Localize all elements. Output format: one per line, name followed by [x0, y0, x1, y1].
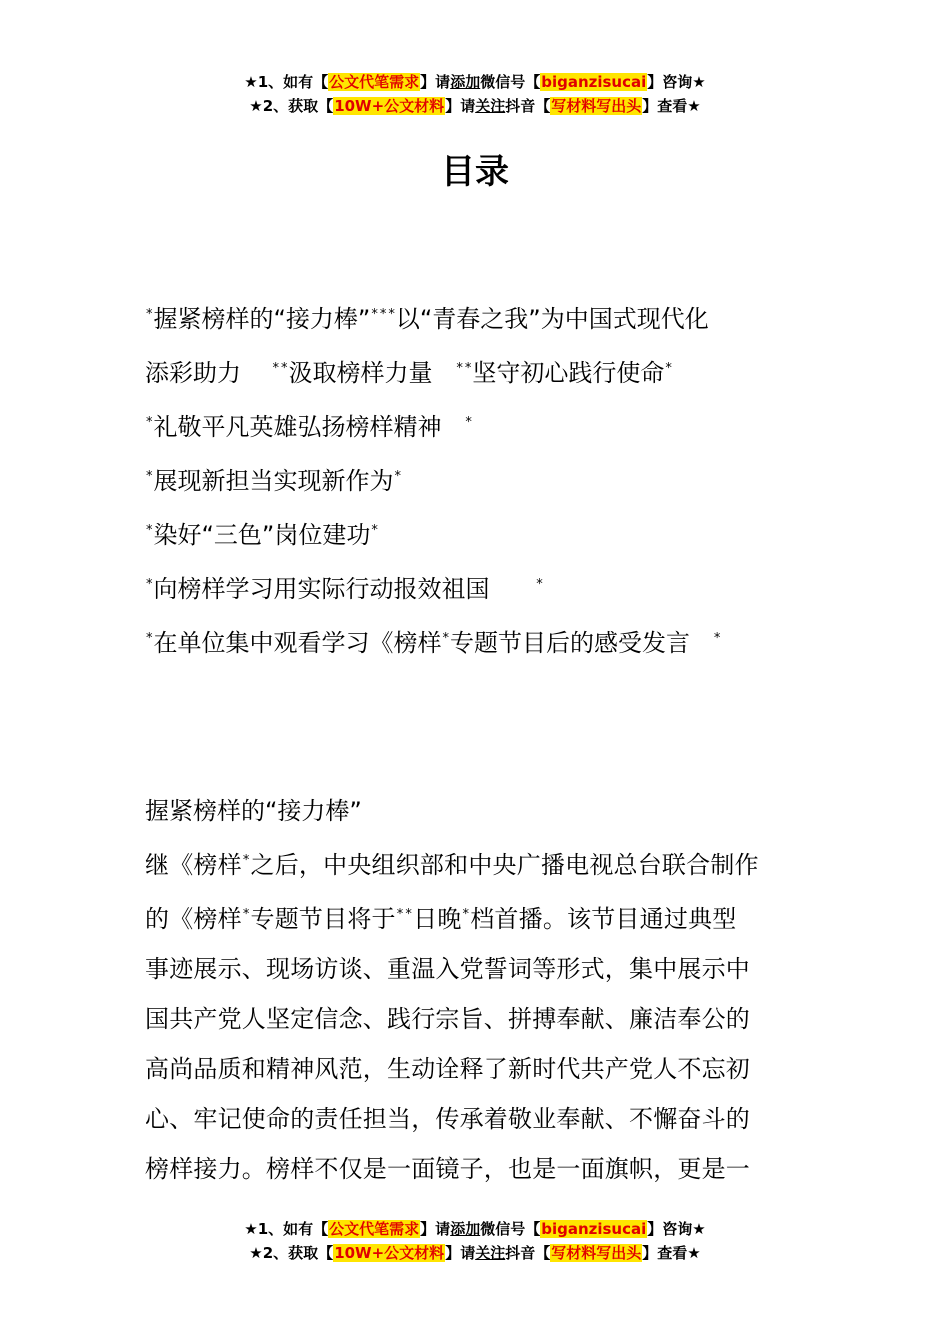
paragraph-line: 高尚品质和精神风范，生动诠释了新时代共产党人不忘初 [145, 1055, 750, 1083]
banner-text: 】查看★ [642, 1244, 701, 1262]
banner-text: 】请 [445, 1244, 476, 1262]
paragraph-line: 心、牢记使命的责任担当，传承着敬业奉献、不懈奋斗的 [145, 1105, 750, 1133]
banner-text: ★2、获取【 [249, 1244, 334, 1262]
banner-text: 】请 [420, 1220, 451, 1238]
toc-item: 握紧榜样的“接力棒” [153, 305, 371, 333]
paragraph-line [145, 890, 810, 944]
banner-douyin-id: 写材料写出头 [551, 1244, 642, 1262]
star-marker: * [281, 361, 288, 376]
star-marker: * [146, 469, 153, 484]
banner-douyin-id: 写材料写出头 [551, 97, 642, 115]
banner-line-2 [0, 1241, 950, 1265]
text-run: 档首播。该节目通过典型 [470, 905, 737, 933]
body-paragraph [145, 836, 810, 1194]
banner-wechat-id: biganzisucai [541, 1220, 647, 1238]
banner-text: 微信号【 [480, 73, 541, 91]
toc-item: 展现新担当实现新作为 [153, 467, 394, 495]
star-marker: * [242, 907, 250, 922]
text-run: 的《榜样 [145, 905, 242, 933]
banner-highlight: 10W+公文材料 [334, 97, 445, 115]
star-marker: * [371, 307, 378, 322]
toc-item: 向榜样学习用实际行动报效祖国 [153, 575, 490, 603]
banner-text: ★1、如有【 [244, 1220, 329, 1238]
header-banner [0, 70, 950, 118]
banner-line-1 [0, 70, 950, 94]
toc-item: 汲取榜样力量 [288, 359, 433, 387]
star-marker: * [456, 361, 463, 376]
star-marker: * [272, 361, 280, 376]
footer-banner [0, 1217, 950, 1265]
banner-text: 】咨询★ [647, 1220, 706, 1238]
toc-item: 染好“三色”岗位建功 [153, 521, 371, 549]
banner-text: 】咨询★ [647, 73, 706, 91]
text-run: 日晚 [413, 905, 462, 933]
toc-item: 以“青春之我”为中国式现代化 [395, 305, 709, 333]
text-run: 继《榜样 [145, 851, 242, 879]
toc-item: 礼敬平凡英雄弘扬榜样精神 [153, 413, 442, 441]
banner-underline: 关注 [475, 1244, 506, 1262]
star-marker: * [713, 631, 721, 646]
star-marker: * [464, 361, 472, 376]
banner-text: 】请 [445, 97, 476, 115]
star-marker: * [396, 907, 404, 922]
table-of-contents [145, 290, 810, 668]
toc-line [145, 398, 810, 452]
banner-line-2 [0, 94, 950, 118]
star-marker: * [146, 631, 153, 646]
toc-item: 添彩助力 [145, 359, 241, 387]
toc-item: 坚守初心践行使命 [472, 359, 665, 387]
paragraph-line [145, 836, 810, 890]
star-marker: * [146, 577, 153, 592]
toc-line [145, 614, 810, 668]
star-marker: * [536, 577, 543, 592]
star-marker: * [146, 523, 153, 538]
star-marker: * [379, 307, 387, 322]
banner-underline: 添加 [450, 1220, 481, 1238]
star-marker: * [242, 853, 250, 868]
banner-text: 抖音【 [505, 97, 551, 115]
banner-text: 】请 [420, 73, 451, 91]
star-marker: * [371, 523, 378, 538]
toc-item: 专题节目后的感受发言 [450, 629, 690, 657]
toc-line [145, 506, 810, 560]
text-run: 之后，中央组织部和中央广播电视总台联合制作 [250, 851, 759, 879]
banner-underline: 添加 [450, 73, 481, 91]
page-title: 目录 [441, 152, 509, 192]
toc-line [145, 452, 810, 506]
toc-line [145, 344, 810, 398]
star-marker: * [146, 307, 153, 322]
toc-line [145, 290, 810, 344]
banner-underline: 关注 [475, 97, 506, 115]
banner-highlight: 公文代笔需求 [329, 73, 420, 91]
banner-text: ★2、获取【 [249, 97, 334, 115]
star-marker: * [665, 361, 672, 376]
banner-text: ★1、如有【 [244, 73, 329, 91]
section-heading: 握紧榜样的“接力棒” [145, 797, 362, 825]
star-marker: * [465, 415, 472, 430]
banner-highlight: 10W+公文材料 [334, 1244, 445, 1262]
banner-line-1 [0, 1217, 950, 1241]
star-marker: * [405, 907, 413, 922]
banner-wechat-id: biganzisucai [541, 73, 647, 91]
toc-item: 在单位集中观看学习《榜样 [153, 629, 442, 657]
paragraph-line: 国共产党人坚定信念、践行宗旨、拼搏奉献、廉洁奉公的 [145, 1005, 750, 1033]
toc-line [145, 560, 810, 614]
star-marker: * [442, 631, 449, 646]
banner-text: 】查看★ [642, 97, 701, 115]
banner-highlight: 公文代笔需求 [329, 1220, 420, 1238]
banner-text: 微信号【 [480, 1220, 541, 1238]
banner-text: 抖音【 [505, 1244, 551, 1262]
paragraph-line: 事迹展示、现场访谈、重温入党誓词等形式，集中展示中 [145, 955, 750, 983]
star-marker: * [462, 907, 470, 922]
paragraph-line: 榜样接力。榜样不仅是一面镜子，也是一面旗帜，更是一 [145, 1155, 750, 1183]
text-run: 专题节目将于 [250, 905, 396, 933]
star-marker: * [146, 415, 153, 430]
star-marker: * [388, 307, 395, 322]
star-marker: * [394, 469, 401, 484]
